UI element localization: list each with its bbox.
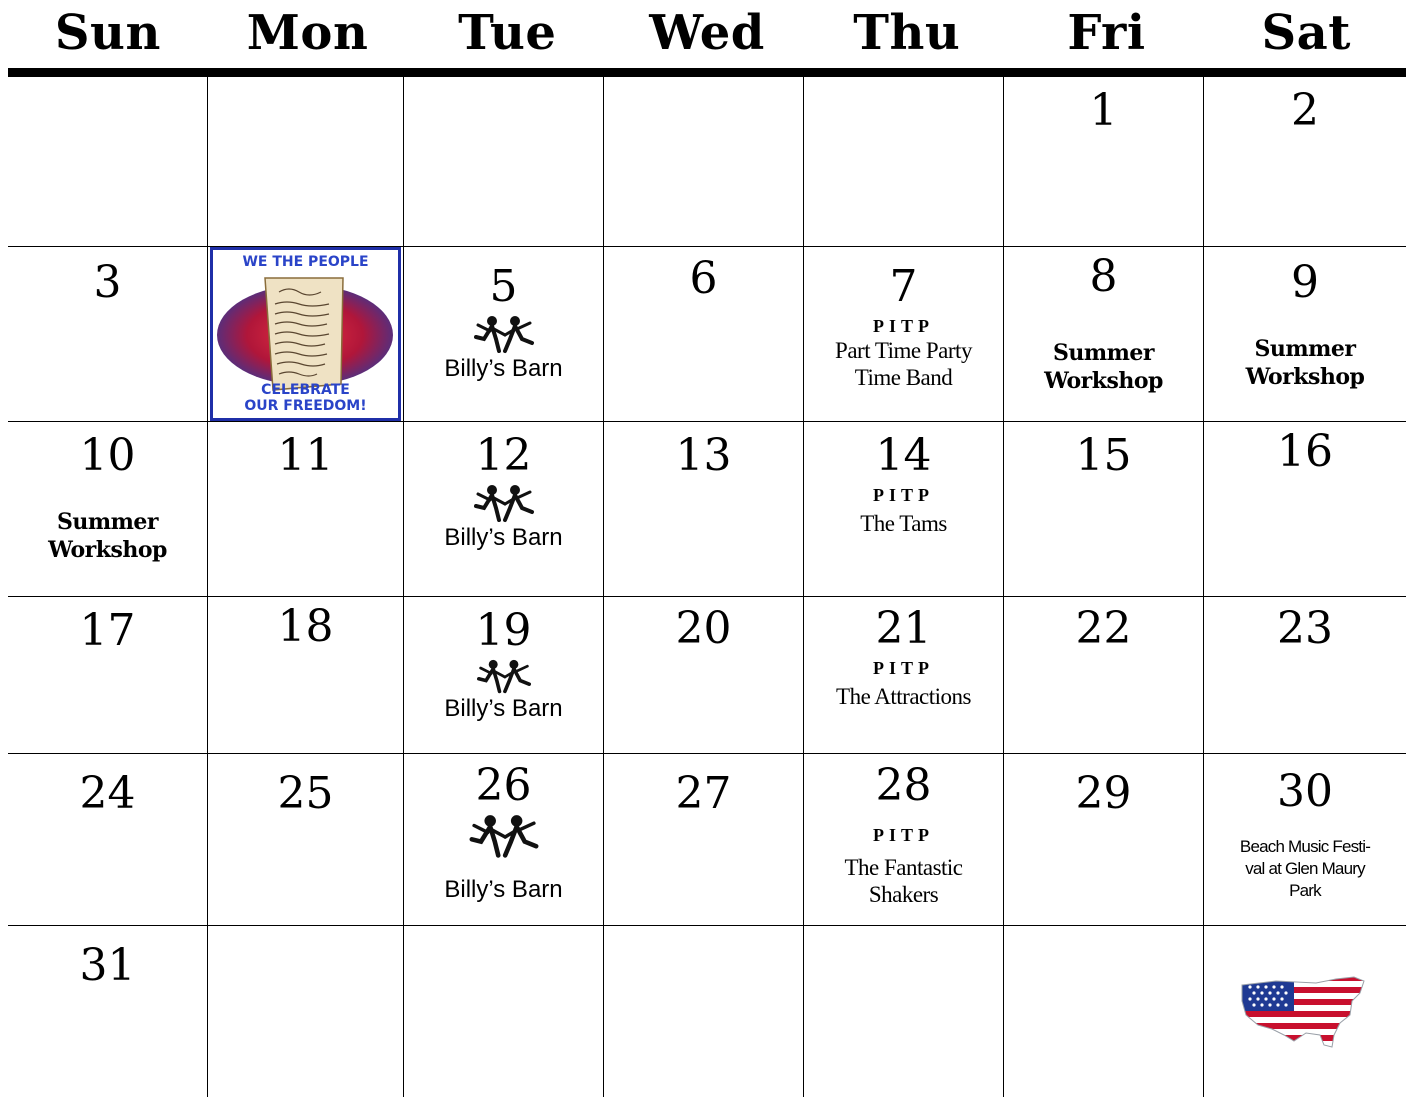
day-cell-13: [604, 422, 804, 597]
summer-workshop-label: Workshop: [1245, 364, 1365, 390]
date-number: 12: [475, 430, 532, 481]
venue-label: Billy’s Barn: [444, 695, 563, 722]
day-cell-empty: [208, 926, 404, 1097]
day-cell-empty: [404, 77, 604, 247]
pitp-label: PITP: [872, 485, 934, 505]
day-cell-22: [1004, 597, 1204, 754]
swing-dancers-icon: [472, 484, 536, 524]
summer-workshop-label: Workshop: [48, 537, 167, 563]
band-name: Shakers: [868, 882, 939, 907]
day-cell-1: [1004, 77, 1204, 247]
band-name: The Fantastic: [844, 855, 963, 880]
day-cell-4: [208, 247, 404, 422]
we-the-people-poster: [210, 247, 401, 421]
date-number: 9: [1291, 257, 1319, 308]
day-cell-empty: [604, 77, 804, 247]
day-cell-5: [404, 247, 604, 422]
summer-workshop-label: Summer: [1254, 336, 1356, 362]
date-number: 24: [79, 768, 136, 819]
date-number: 15: [1075, 430, 1132, 481]
day-cell-16: [1204, 422, 1406, 597]
date-number: 16: [1277, 426, 1333, 477]
band-name: Part Time Party: [835, 338, 972, 363]
swing-dancers-icon: [467, 814, 541, 860]
day-cell-18: [208, 597, 404, 754]
day-cell-20: [604, 597, 804, 754]
date-number: 31: [79, 940, 136, 991]
poster-slogan: CELEBRATE OUR FREEDOM!: [244, 382, 367, 414]
date-number: 2: [1291, 85, 1319, 136]
band-name: The Attractions: [836, 684, 971, 709]
date-number: 30: [1277, 766, 1333, 817]
day-cell-31: [8, 926, 208, 1097]
day-cell-17: [8, 597, 208, 754]
date-number: 29: [1075, 768, 1132, 819]
day-cell-empty: [404, 926, 604, 1097]
day-cell-23: [1204, 597, 1406, 754]
swing-dancers-icon: [472, 315, 536, 355]
festival-label: Park: [1289, 881, 1321, 900]
day-cell-27: [604, 754, 804, 926]
venue-label: Billy’s Barn: [444, 524, 563, 551]
date-number: 18: [277, 601, 334, 652]
summer-workshop-label: Workshop: [1044, 368, 1163, 394]
date-number: 14: [875, 430, 932, 481]
day-cell-8: [1004, 247, 1204, 422]
date-number: 28: [875, 760, 932, 811]
day-cell-29: [1004, 754, 1204, 926]
day-cell-28: [804, 754, 1004, 926]
day-cell-empty: [604, 926, 804, 1097]
day-cell-9: [1204, 247, 1406, 422]
date-number: 7: [889, 261, 918, 312]
date-number: 5: [489, 261, 518, 312]
day-name-sat: Sat: [1261, 5, 1351, 61]
day-cell-empty: [208, 77, 404, 247]
day-cell-26: [404, 754, 604, 926]
day-name-fri: Fri: [1067, 5, 1146, 61]
pitp-label: PITP: [872, 825, 934, 845]
date-number: 17: [79, 605, 136, 656]
day-cell-empty: [1004, 926, 1204, 1097]
venue-label: Billy’s Barn: [444, 876, 563, 903]
day-name-tue: Tue: [458, 5, 557, 61]
day-cell-21: [804, 597, 1004, 754]
date-number: 11: [277, 430, 334, 481]
day-name-wed: Wed: [649, 5, 765, 61]
date-number: 19: [475, 605, 532, 656]
festival-label: val at Glen Maury: [1245, 859, 1365, 878]
day-name-thu: Thu: [853, 5, 961, 61]
date-number: 22: [1075, 603, 1132, 654]
band-name: Time Band: [854, 365, 953, 390]
day-cell-15: [1004, 422, 1204, 597]
poster-title: WE THE PEOPLE: [242, 254, 369, 270]
date-number: 1: [1089, 85, 1118, 136]
day-cell-14: [804, 422, 1004, 597]
day-cell-7: [804, 247, 1004, 422]
date-number: 23: [1277, 603, 1333, 654]
day-cell-10: [8, 422, 208, 597]
day-cell-empty: [804, 77, 1004, 247]
date-number: 21: [875, 603, 932, 654]
usa-flag-map-icon: [1236, 971, 1370, 1051]
band-name: The Tams: [860, 511, 947, 536]
date-number: 27: [675, 768, 732, 819]
day-cell-empty: [804, 926, 1004, 1097]
date-number: 8: [1089, 251, 1118, 302]
calendar-grid: [8, 77, 1406, 1097]
date-number: 6: [689, 253, 718, 304]
date-number: 20: [675, 603, 732, 654]
date-number: 26: [475, 760, 532, 811]
day-cell-6: [604, 247, 804, 422]
summer-workshop-label: Summer: [56, 509, 159, 535]
swing-dancers-icon: [472, 659, 536, 695]
pitp-label: PITP: [872, 658, 934, 678]
day-cell-19: [404, 597, 604, 754]
date-number: 3: [93, 257, 122, 308]
day-cell-3: [8, 247, 208, 422]
day-cell-24: [8, 754, 208, 926]
day-name-mon: Mon: [246, 5, 369, 61]
day-of-week-header: [8, 0, 1406, 66]
day-name-sun: Sun: [54, 5, 161, 61]
day-cell-12: [404, 422, 604, 597]
date-number: 10: [79, 430, 136, 481]
day-cell-2: [1204, 77, 1406, 247]
date-number: 13: [675, 430, 732, 481]
day-cell-25: [208, 754, 404, 926]
header-rule: [8, 68, 1406, 77]
day-cell-11: [208, 422, 404, 597]
venue-label: Billy’s Barn: [444, 355, 563, 382]
date-number: 25: [277, 768, 334, 819]
festival-label: Beach Music Festi-: [1239, 837, 1371, 856]
summer-workshop-label: Summer: [1052, 340, 1155, 366]
day-cell-30: [1204, 754, 1406, 926]
day-cell-empty: [1204, 926, 1406, 1097]
day-cell-empty: [8, 77, 208, 247]
pitp-label: PITP: [872, 316, 934, 336]
